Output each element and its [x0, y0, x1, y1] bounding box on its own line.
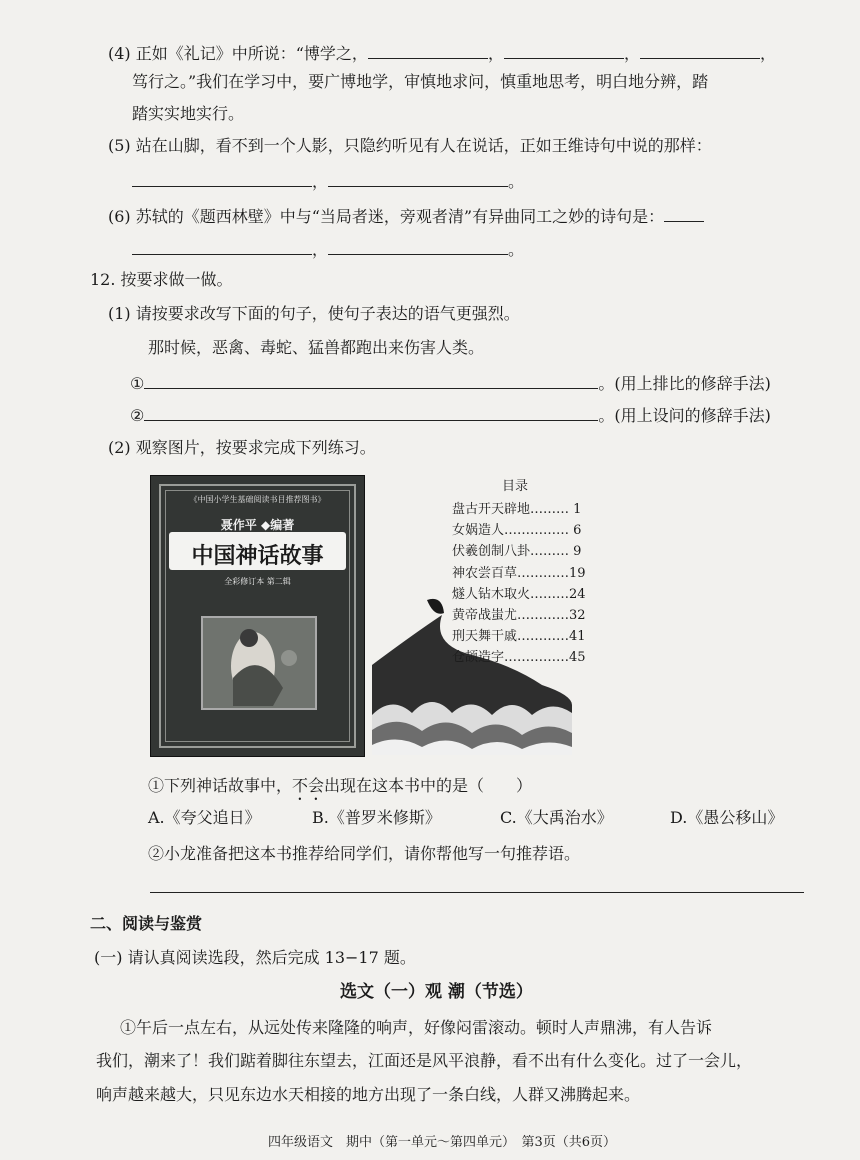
- answer-blank[interactable]: [504, 44, 624, 59]
- rewrite-line-2: [130, 406, 771, 424]
- q12-heading: 12. 按要求做一做。: [90, 270, 233, 289]
- q11-item5-text: (5) 站在山脚，看不到一个人影，只隐约听见有人在说话，正如王维诗句中说的那样：: [108, 136, 712, 155]
- option-c[interactable]: C.《大禹治水》: [500, 808, 613, 827]
- q12-part1-prompt: (1) 请按要求改写下面的句子，使句子表达的语气更强烈。: [108, 304, 520, 323]
- punct: 。: [508, 172, 525, 191]
- answer-blank[interactable]: [328, 240, 508, 255]
- item-number: ②: [130, 406, 145, 425]
- answer-blank[interactable]: [132, 172, 312, 187]
- sub1-text: ①下列神话故事中，: [148, 776, 293, 795]
- page-footer: 四年级语文 期中（第一单元～第四单元） 第3页（共6页）: [268, 1135, 617, 1150]
- passage-line: 我们，潮来了！我们踮着脚往东望去，江面还是风平浪静，看不出有什么变化。过了一会儿，: [96, 1051, 753, 1070]
- q11-item4-line1: [108, 44, 776, 62]
- passage-line: ①午后一点左右，从远处传来隆隆的响声，好像闷雷滚动。顿时人声鼎沸，有人告诉: [120, 1018, 713, 1037]
- punct: ，: [312, 172, 329, 191]
- recommendation-answer-line[interactable]: [150, 892, 804, 893]
- cover-illustration: [201, 616, 317, 710]
- toc-entry: 神农尝百草…………19: [452, 565, 586, 581]
- q12-sub1: [148, 776, 532, 804]
- toc-entry: 女娲造人…………… 6: [452, 523, 582, 539]
- cover-title: 中国神话故事: [191, 544, 324, 569]
- section-heading: 二、阅读与鉴赏: [90, 914, 203, 933]
- punct: ，: [312, 240, 329, 259]
- q11-item5-blanks: [132, 172, 524, 190]
- answer-blank[interactable]: [664, 207, 704, 222]
- toc-entry: 刑天舞干戚…………41: [452, 629, 586, 645]
- q11-item6-text: (6) 苏轼的《题西林壁》中与“当局者迷，旁观者清”有异曲同工之妙的诗句是：: [108, 207, 665, 226]
- option-b[interactable]: B.《普罗米修斯》: [312, 808, 441, 827]
- toc-entry: 盘古开天辟地……… 1: [452, 502, 582, 517]
- q12-part1-sentence: 那时候，恶禽、毒蛇、猛兽都跑出来伤害人类。: [148, 338, 485, 357]
- q11-item6-blanks: [132, 240, 524, 258]
- answer-blank[interactable]: [368, 44, 488, 59]
- cover-series: 《中国小学生基础阅读书目推荐图书》: [189, 495, 326, 504]
- passage-title: 选文（一）观 潮（节选）: [340, 982, 533, 1002]
- option-a[interactable]: A.《夸父追日》: [148, 808, 261, 827]
- q12-part2-prompt: (2) 观察图片，按要求完成下列练习。: [108, 438, 376, 457]
- toc-entry: 燧人钻木取火………24: [452, 586, 586, 602]
- answer-blank[interactable]: [132, 240, 312, 255]
- answer-blank[interactable]: [144, 374, 598, 389]
- rewrite-note: 。(用上排比的修辞手法): [598, 374, 771, 393]
- toc-entry: 黄帝战蚩尤…………32: [452, 607, 586, 623]
- toc-title: 目录: [502, 479, 529, 494]
- answer-blank[interactable]: [640, 44, 760, 59]
- punct: 。: [508, 240, 525, 259]
- punct: ，: [623, 44, 640, 63]
- q11-item4-prefix: (4) 正如《礼记》中所说：“博学之，: [108, 44, 368, 63]
- cover-edition: 全彩修订本 第二辑: [224, 577, 291, 586]
- item-number: ①: [130, 374, 145, 393]
- option-d[interactable]: D.《愚公移山》: [670, 808, 784, 827]
- q11-item4-line2: 笃行之。”我们在学习中，要广博地学，审慎地求问，慎重地思考，明白地分辨，踏: [132, 72, 709, 91]
- punct: ，: [487, 44, 504, 63]
- rewrite-note: 。(用上设问的修辞手法): [598, 406, 771, 425]
- sub1-text: 出现在这本书中的是（ ）: [324, 776, 533, 795]
- toc-entry: 仓颉造字……………45: [452, 650, 586, 666]
- answer-blank[interactable]: [144, 406, 598, 421]
- cover-author: 聂作平 ◆编著: [220, 518, 295, 532]
- punct: ，: [759, 44, 776, 63]
- rewrite-line-1: [130, 374, 771, 392]
- q11-item4-line3: 踏实实地实行。: [132, 104, 245, 123]
- q12-sub2: ②小龙准备把这本书推荐给同学们，请你帮他写一句推荐语。: [148, 844, 581, 863]
- q11-item6-line1: [108, 207, 704, 225]
- reading-instruction: (一) 请认真阅读选段，然后完成 13−17 题。: [94, 948, 416, 967]
- answer-blank[interactable]: [328, 172, 508, 187]
- emphasis-text: 不会: [292, 776, 325, 795]
- book-cover-image: [150, 475, 365, 757]
- toc-entry: 伏羲创制八卦……… 9: [452, 544, 582, 560]
- passage-line: 响声越来越大，只见东边水天相接的地方出现了一条白线，人群又沸腾起来。: [96, 1085, 641, 1104]
